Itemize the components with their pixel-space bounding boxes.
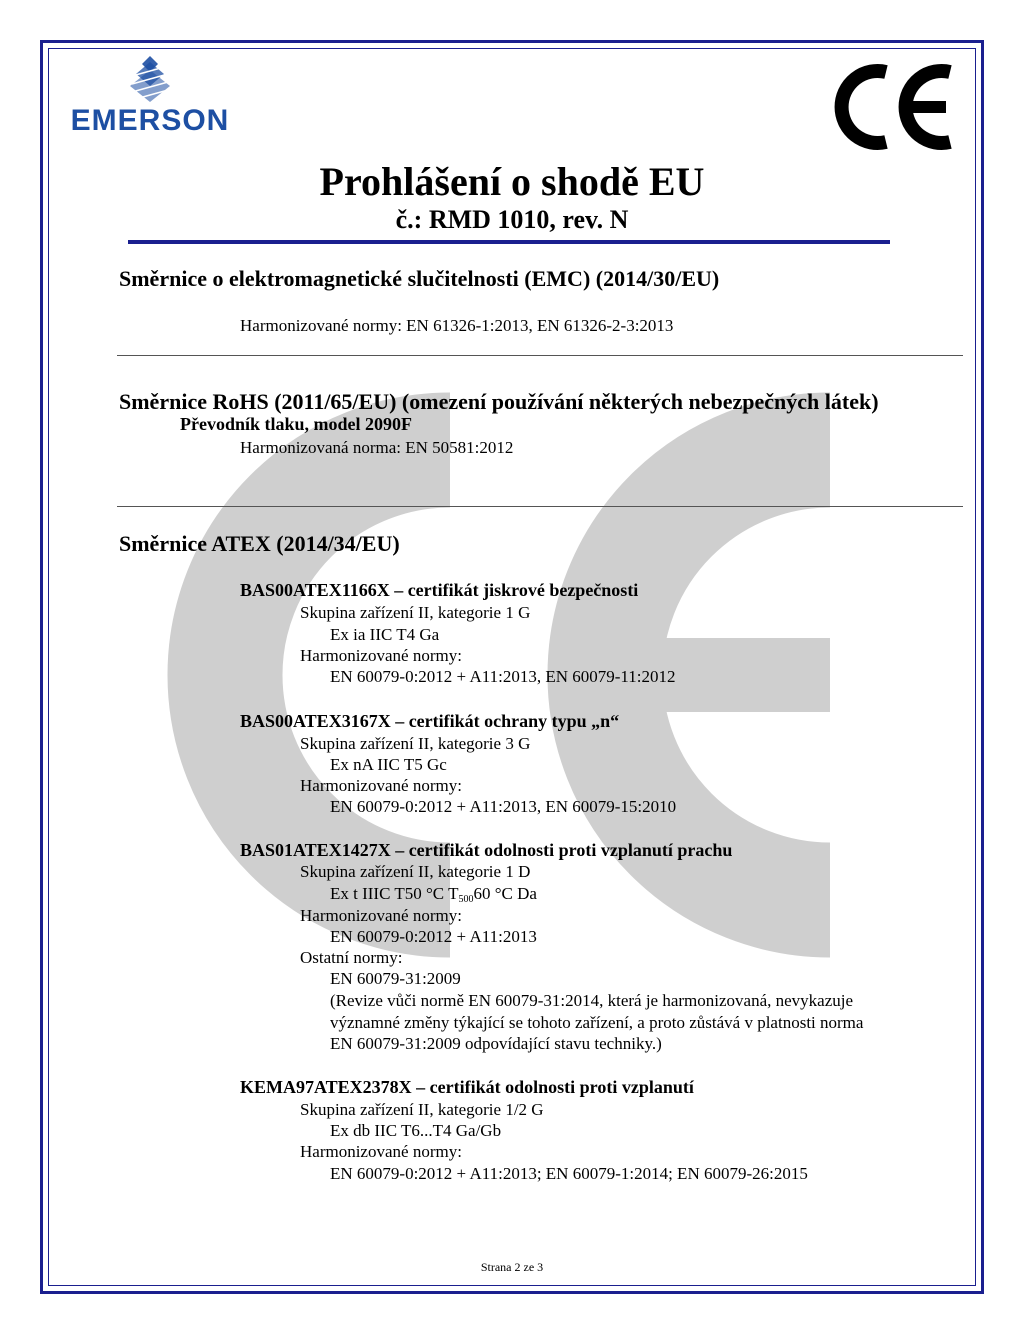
title-rule: [128, 240, 890, 244]
rohs-product: Převodník tlaku, model 2090F: [180, 414, 413, 434]
cert3-other-label: Ostatní normy:: [300, 948, 403, 967]
rohs-norm: Harmonizovaná norma: EN 50581:2012: [240, 438, 514, 457]
cert4-title: KEMA97ATEX2378X – certifikát odolnosti proti vzplanutí: [240, 1077, 694, 1097]
section-divider: [117, 506, 963, 507]
cert3-title: BAS01ATEX1427X – certifikát odolnosti proti vzplanutí prachu: [240, 840, 733, 860]
document-number: č.: RMD 1010, rev. N: [395, 205, 629, 234]
cert3-marking-sub: 500: [458, 894, 474, 905]
cert1-group: Skupina zařízení II, kategorie 1 G: [300, 603, 531, 622]
section-divider: [117, 355, 963, 356]
cert2-norms: EN 60079-0:2012 + A11:2013, EN 60079-15:2010: [330, 797, 677, 816]
cert2-norms-label: Harmonizované normy:: [300, 776, 462, 795]
cert2-title: BAS00ATEX3167X – certifikát ochrany typu „n“: [240, 711, 620, 731]
cert2-group: Skupina zařízení II, kategorie 3 G: [300, 734, 531, 753]
emc-heading: Směrnice o elektromagnetické slučitelnosti (EMC) (2014/30/EU): [119, 266, 720, 291]
cert4-norms-label: Harmonizované normy:: [300, 1142, 462, 1161]
cert1-norms: EN 60079-0:2012 + A11:2013, EN 60079-11:2012: [330, 667, 676, 686]
atex-heading: Směrnice ATEX (2014/34/EU): [119, 531, 400, 556]
ce-mark-icon: [830, 62, 958, 152]
cert3-norms: EN 60079-0:2012 + A11:2013: [330, 927, 537, 946]
cert3-group: Skupina zařízení II, kategorie 1 D: [300, 862, 531, 881]
cert4-norms: EN 60079-0:2012 + A11:2013; EN 60079-1:2014; EN 60079-26:2015: [330, 1164, 808, 1183]
cert3-note-line1: (Revize vůči normě EN 60079-31:2014, která je harmonizovaná, nevykazuje: [330, 991, 854, 1010]
emerson-emblem-icon: [52, 56, 248, 106]
cert3-marking-a: Ex t IIIC T50 °C T: [330, 884, 459, 903]
cert3-marking: [330, 884, 537, 904]
emerson-logo: [52, 56, 248, 140]
cert4-group: Skupina zařízení II, kategorie 1/2 G: [300, 1100, 544, 1119]
rohs-heading: Směrnice RoHS (2011/65/EU) (omezení používání některých nebezpečných látek): [119, 389, 879, 414]
emc-norms: Harmonizované normy: EN 61326-1:2013, EN 61326-2-3:2013: [240, 316, 674, 335]
cert3-note-line3: EN 60079-31:2009 odpovídající stavu techniky.): [330, 1034, 662, 1053]
cert3-note-line2: významné změny týkající se tohoto zařízení, a proto zůstává v platnosti norma: [330, 1013, 864, 1032]
cert1-marking: Ex ia IIC T4 Ga: [330, 625, 440, 644]
cert3-marking-b: 60 °C Da: [473, 884, 537, 903]
cert1-norms-label: Harmonizované normy:: [300, 646, 462, 665]
page-title: Prohlášení o shodě EU: [319, 159, 705, 204]
cert3-other: EN 60079-31:2009: [330, 969, 461, 988]
cert3-norms-label: Harmonizované normy:: [300, 906, 462, 925]
cert2-marking: Ex nA IIC T5 Gc: [330, 755, 447, 774]
cert4-marking: Ex db IIC T6...T4 Ga/Gb: [330, 1121, 502, 1140]
cert1-title: BAS00ATEX1166X – certifikát jiskrové bezpečnosti: [240, 580, 639, 600]
page-number: Strana 2 ze 3: [480, 1260, 544, 1274]
emerson-wordmark: EMERSON: [70, 104, 230, 137]
